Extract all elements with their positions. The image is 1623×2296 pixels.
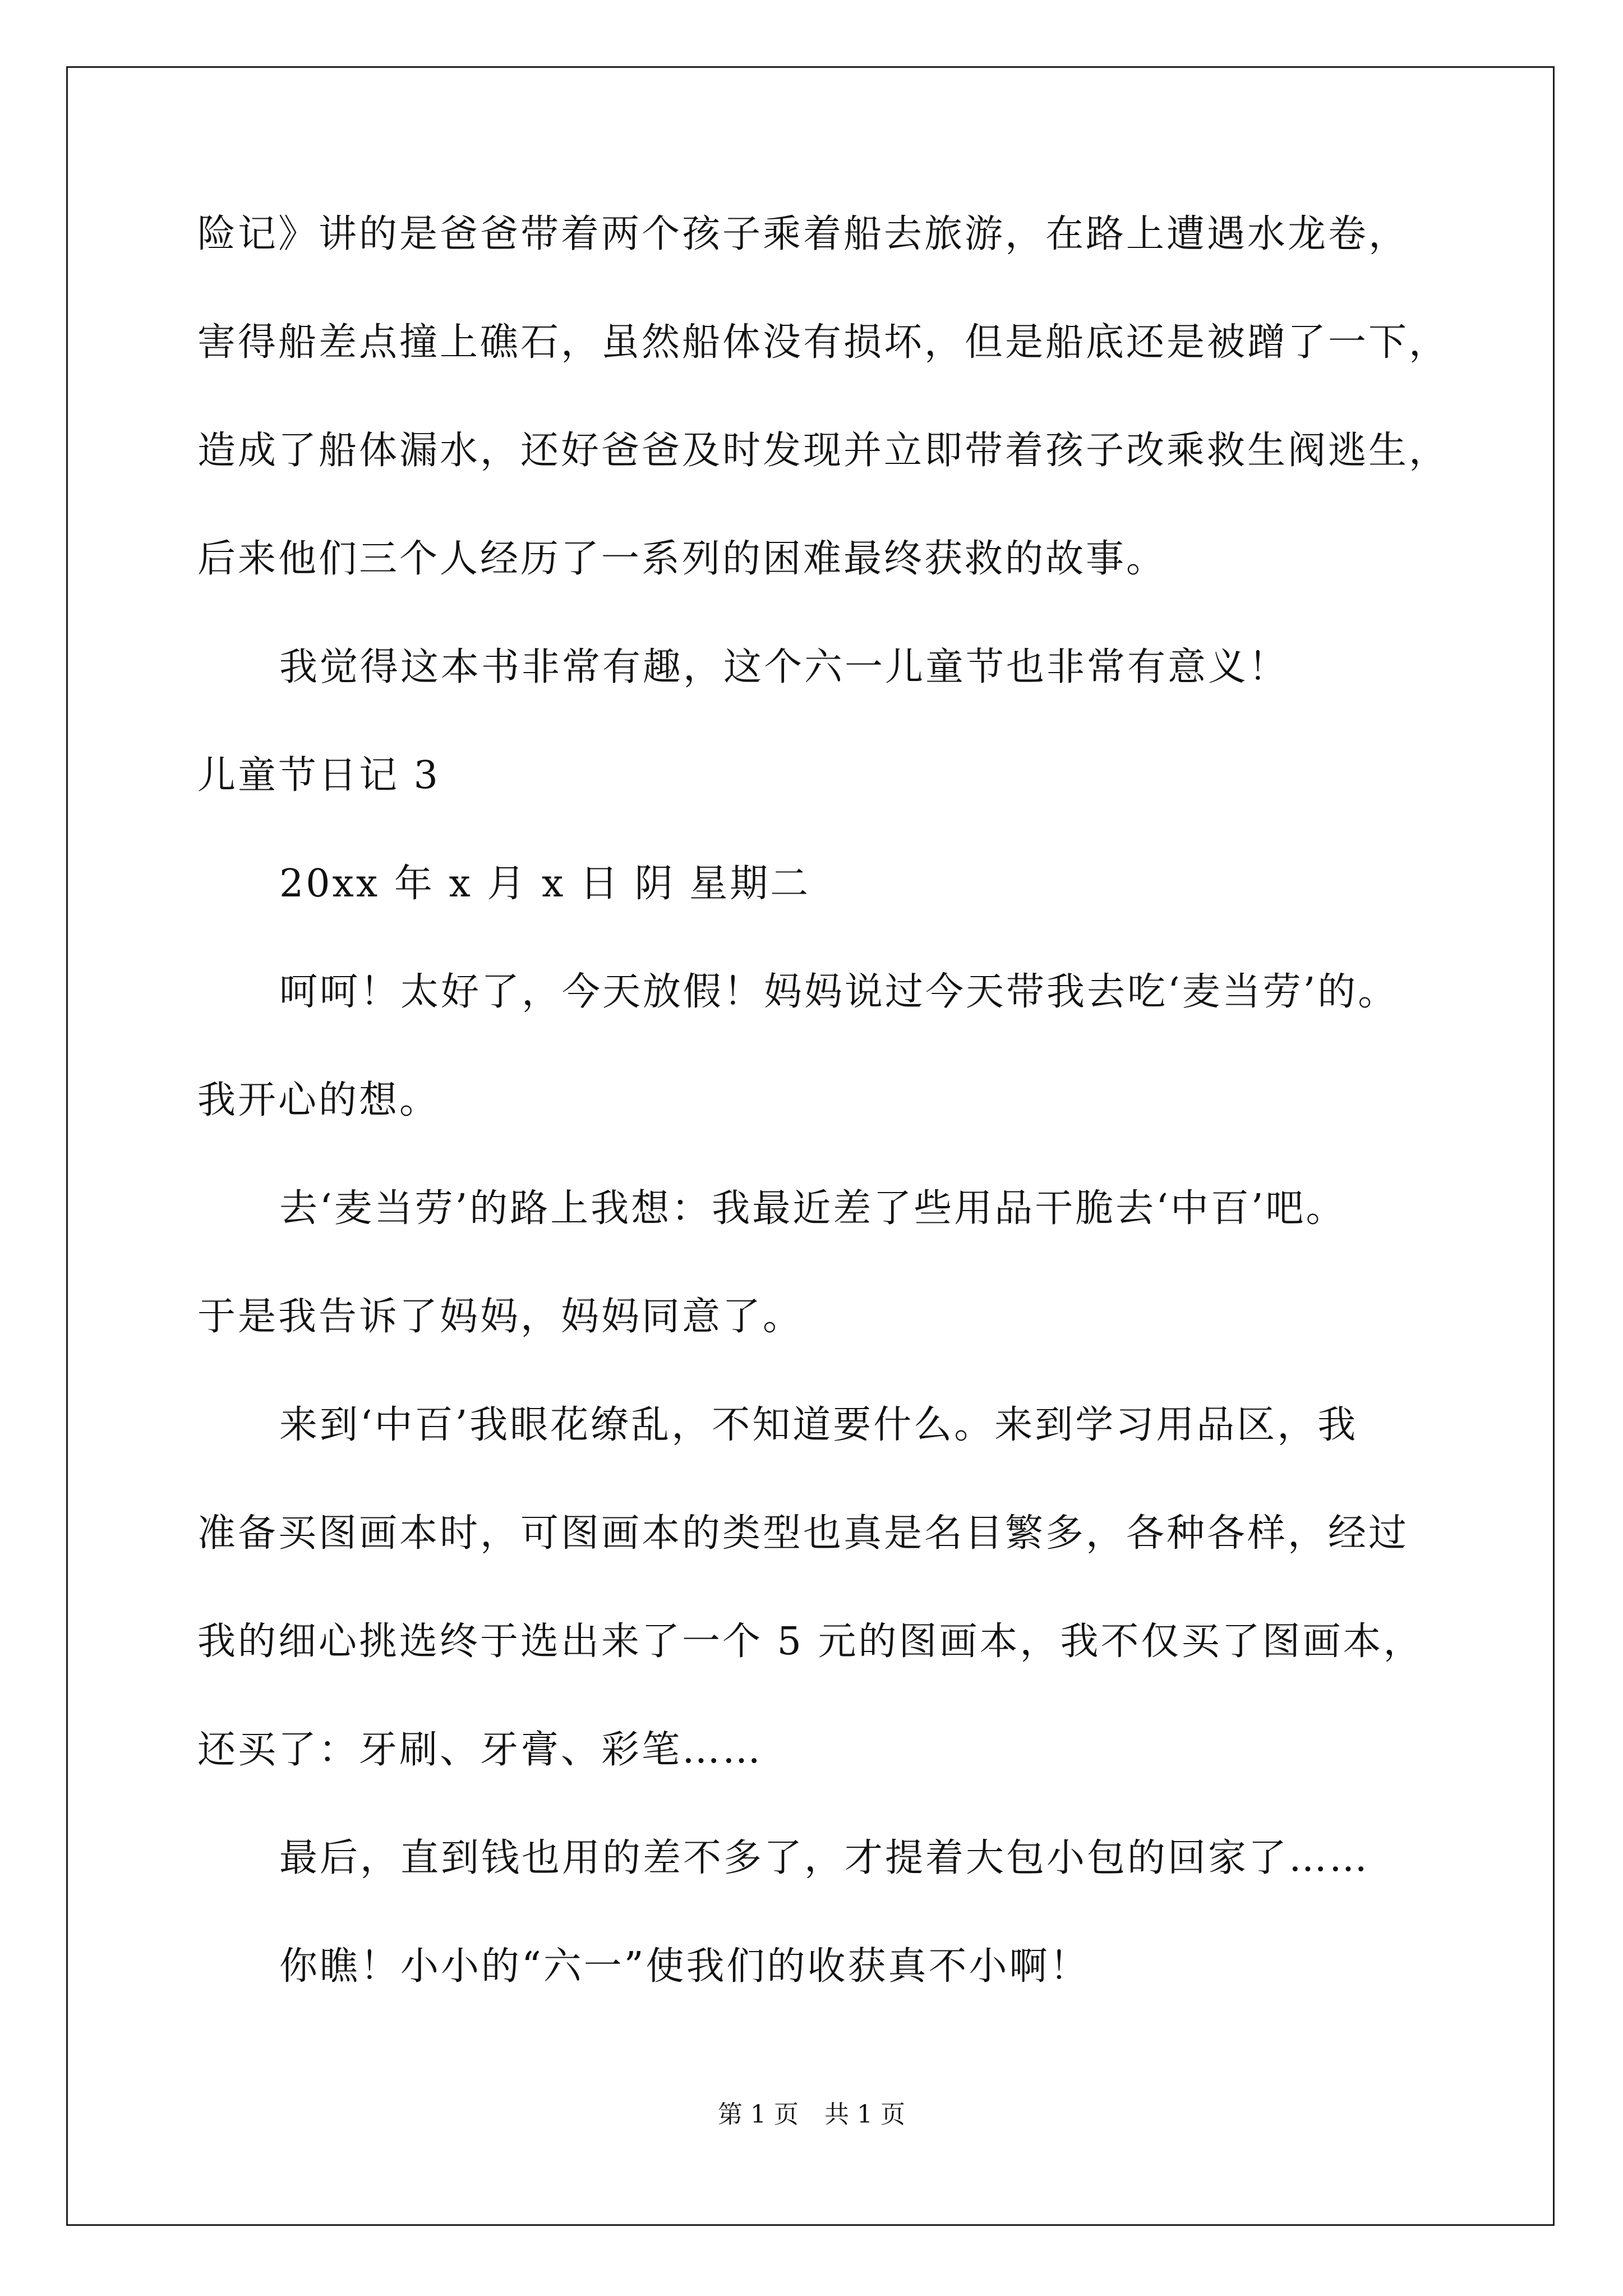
paragraph-line: 来到‘中百’我眼花缭乱，不知道要什么。来到学习用品区，我 xyxy=(279,1403,1358,1447)
paragraph-line: 呵呵！太好了，今天放假！妈妈说过今天带我去吃‘麦当劳’的。 xyxy=(279,970,1399,1014)
text-line: 我的细心挑选终于选出来了一个 5 元的图画本，我不仅买了图画本， xyxy=(197,1619,1424,1664)
text-line: 我开心的想。 xyxy=(197,1078,440,1122)
paragraph-line: 最后，直到钱也用的差不多了，才提着大包小包的回家了…… xyxy=(279,1836,1370,1880)
text-line: 于是我告诉了妈妈，妈妈同意了。 xyxy=(197,1295,804,1339)
paragraph-line: 你瞧！小小的“六一”使我们的收获真不小啊！ xyxy=(279,1944,1090,1989)
diary-date-line: 20xx 年 x 月 x 日 阴 星期二 xyxy=(279,862,811,906)
paragraph-line: 去‘麦当劳’的路上我想：我最近差了些用品干脆去‘中百’吧。 xyxy=(279,1186,1347,1231)
text-line: 险记》讲的是爸爸带着两个孩子乘着船去旅游，在路上遭遇水龙卷， xyxy=(197,212,1409,256)
page-number: 第 1 页 xyxy=(718,2100,799,2129)
page-border xyxy=(66,66,1555,2226)
text-line: 后来他们三个人经历了一系列的困难最终获救的故事。 xyxy=(197,537,1167,581)
page-footer xyxy=(0,2098,1623,2132)
text-line: 害得船差点撞上礁石，虽然船体没有损坏，但是船底还是被蹭了一下， xyxy=(197,320,1450,365)
paragraph-line: 我觉得这本书非常有趣，这个六一儿童节也非常有意义！ xyxy=(279,645,1289,689)
section-heading: 儿童节日记 3 xyxy=(197,753,440,798)
text-line: 还买了：牙刷、牙膏、彩笔…… xyxy=(197,1728,763,1772)
page-total: 共 1 页 xyxy=(824,2100,905,2129)
text-line: 造成了船体漏水，还好爸爸及时发现并立即带着孩子改乘救生阀逃生， xyxy=(197,429,1450,473)
text-line: 准备买图画本时，可图画本的类型也真是名目繁多，各种各样，经过 xyxy=(197,1511,1409,1556)
